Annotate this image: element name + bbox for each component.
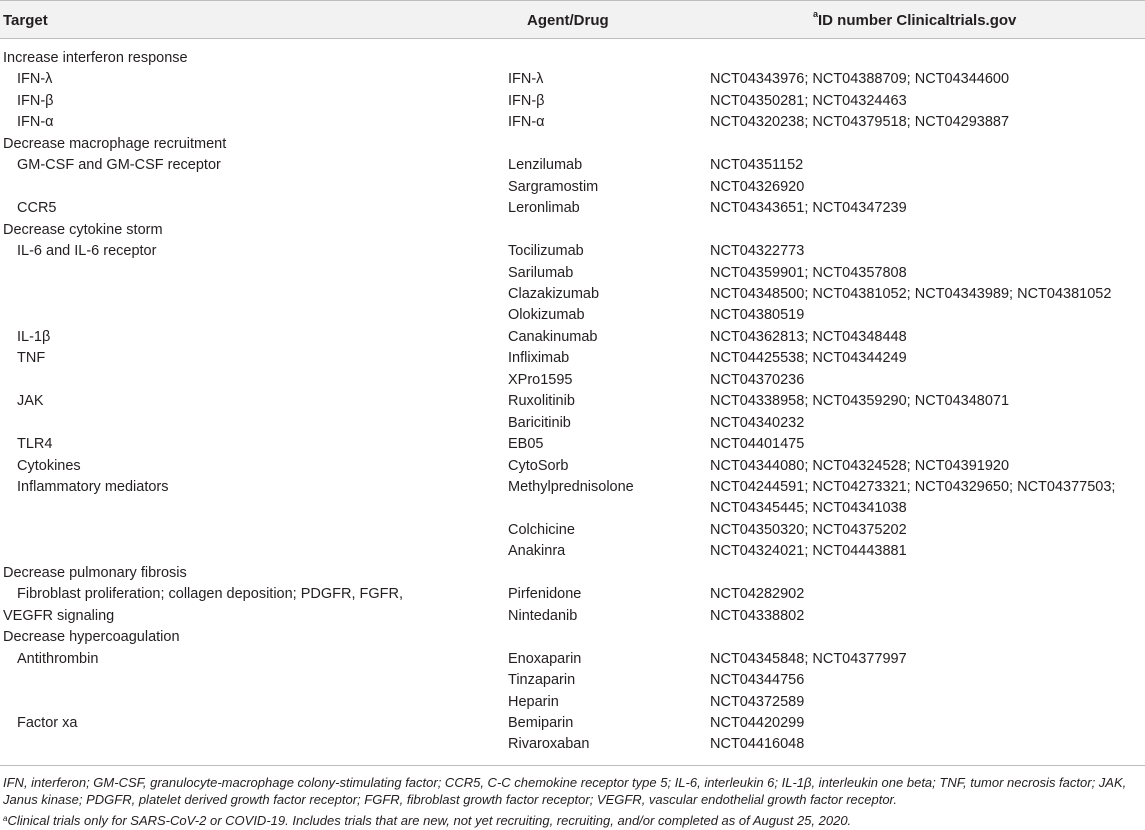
- cell-target: IFN-β: [17, 92, 54, 109]
- cell-trial-ids: NCT04344080; NCT04324528; NCT04391920: [710, 457, 1010, 474]
- cell-agent: Baricitinib: [508, 414, 571, 431]
- cell-trial-ids: NCT04425538; NCT04344249: [710, 350, 907, 367]
- table-row: [0, 284, 1145, 306]
- cell-trial-ids: NCT04344756: [710, 672, 805, 689]
- cell-target: Antithrombin: [17, 650, 99, 667]
- cell-trial-ids: NCT04326920: [710, 178, 805, 195]
- table-row: [0, 477, 1145, 499]
- table-row: [0, 348, 1145, 370]
- cell-agent: Colchicine: [508, 521, 575, 538]
- cell-target: GM-CSF and GM-CSF receptor: [17, 157, 221, 174]
- table-row: [0, 734, 1145, 756]
- cell-agent: IFN-α: [508, 114, 545, 131]
- cell-trial-ids: NCT04282902: [710, 586, 805, 603]
- cell-agent: IFN-β: [508, 92, 545, 109]
- cell-target: VEGFR signaling: [3, 607, 115, 624]
- cell-target: TNF: [17, 350, 46, 367]
- cell-trial-ids: NCT04343651; NCT04347239: [710, 200, 907, 217]
- table-row: [0, 112, 1145, 134]
- cell-trial-ids: NCT04338802: [710, 607, 805, 624]
- header-target: Target: [3, 12, 48, 29]
- table-row: [0, 584, 1145, 606]
- cell-trial-ids: NCT04359901; NCT04357808: [710, 264, 907, 281]
- footnote-a-mark: a: [3, 814, 8, 823]
- cell-trial-ids: NCT04351152: [710, 157, 804, 174]
- cell-target: Increase interferon response: [3, 50, 188, 66]
- table-row: [0, 563, 1145, 585]
- cell-agent: Enoxaparin: [508, 650, 582, 667]
- cell-agent: Anakinra: [508, 543, 566, 560]
- header-id: [813, 9, 1017, 29]
- table-row: [0, 456, 1145, 478]
- table-row: [0, 220, 1145, 242]
- cell-agent: Sarilumab: [508, 264, 574, 281]
- cell-target: Decrease hypercoagulation: [3, 629, 180, 646]
- table-row: [0, 327, 1145, 349]
- cell-trial-ids: NCT04401475: [710, 436, 805, 453]
- cell-trial-ids: NCT04372589: [710, 693, 805, 710]
- table-bottom-rule: [0, 765, 1145, 766]
- table-row: [0, 155, 1145, 177]
- cell-trial-ids: NCT04350281; NCT04324463: [710, 92, 907, 109]
- table-row: [0, 48, 1145, 70]
- table-row: [0, 370, 1145, 392]
- cell-agent: Leronlimab: [508, 200, 580, 217]
- header-agent: Agent/Drug: [527, 12, 609, 29]
- cell-agent: Sargramostim: [508, 178, 599, 195]
- table-header: [0, 0, 1145, 39]
- cell-agent: Tinzaparin: [508, 672, 576, 689]
- cell-agent: Clazakizumab: [508, 285, 600, 302]
- cell-target: IFN-λ: [17, 71, 53, 88]
- cell-trial-ids: NCT04345445; NCT04341038: [710, 500, 907, 517]
- cell-target: Decrease cytokine storm: [3, 221, 163, 238]
- cell-trial-ids: NCT04340232: [710, 414, 805, 431]
- cell-agent: IFN-λ: [508, 71, 544, 88]
- cell-agent: Ruxolitinib: [508, 393, 575, 410]
- table-row: [0, 391, 1145, 413]
- cell-agent: Pirfenidone: [508, 586, 582, 603]
- table-row: [0, 305, 1145, 327]
- cell-agent: Bemiparin: [508, 714, 574, 731]
- cell-agent: Canakinumab: [508, 328, 598, 345]
- cell-target: IFN-α: [17, 114, 54, 131]
- cell-target: JAK: [17, 393, 44, 410]
- cell-agent: CytoSorb: [508, 457, 569, 474]
- table-row: [0, 606, 1145, 628]
- cell-agent: Heparin: [508, 693, 559, 710]
- cell-trial-ids: NCT04322773: [710, 243, 805, 260]
- cell-agent: EB05: [508, 436, 544, 453]
- cell-target: CCR5: [17, 200, 57, 217]
- cell-trial-ids: NCT04348500; NCT04381052; NCT04343989; NCT04381052: [710, 285, 1112, 302]
- table-row: [0, 627, 1145, 649]
- table-row: [0, 649, 1145, 671]
- cell-trial-ids: NCT04420299: [710, 714, 805, 731]
- footnote-a: [3, 812, 1141, 829]
- cell-target: Inflammatory mediators: [17, 479, 169, 495]
- cell-agent: Rivaroxaban: [508, 736, 590, 753]
- cell-target: IL-6 and IL-6 receptor: [17, 243, 157, 260]
- table-row: [0, 241, 1145, 263]
- footnote-abbreviations: IFN, interferon; GM-CSF, granulocyte-macrophage colony-stimulating factor; CCR5, C-C chemokine receptor type 5; IL-6, interleukin 6; IL-1β, interleukin one beta; TNF, tumor necrosis factor; JAK, Janus kinase; PDGFR, platelet derived growth factor receptor; FGFR, fibroblast growth factor receptor; VEGFR, vascular endothelial growth factor receptor.: [3, 775, 1127, 807]
- cell-trial-ids: NCT04370236: [710, 371, 805, 388]
- cell-target: Cytokines: [17, 457, 81, 474]
- table-row: [0, 134, 1145, 156]
- cell-trial-ids: NCT04324021; NCT04443881: [710, 543, 907, 560]
- table-row: [0, 177, 1145, 199]
- footnote-a-text: Clinical trials only for SARS-CoV-2 or COVID-19. Includes trials that are new, not yet recruiting, recruiting, and/or completed as of August 25, 2020.: [7, 813, 852, 828]
- cell-target: Decrease pulmonary fibrosis: [3, 564, 187, 581]
- cell-agent: Methylprednisolone: [508, 479, 634, 495]
- table-row: [0, 713, 1145, 735]
- table-row: [0, 263, 1145, 285]
- cell-agent: XPro1595: [508, 371, 573, 388]
- cell-agent: Tocilizumab: [508, 243, 584, 260]
- table-row: [0, 520, 1145, 542]
- cell-trial-ids: NCT04416048: [710, 736, 805, 753]
- cell-trial-ids: NCT04350320; NCT04375202: [710, 521, 907, 538]
- cell-agent: Lenzilumab: [508, 157, 583, 174]
- cell-trial-ids: NCT04343976; NCT04388709; NCT04344600: [710, 71, 1010, 88]
- cell-agent: Olokizumab: [508, 307, 585, 324]
- table-row: [0, 91, 1145, 113]
- cell-target: TLR4: [17, 436, 53, 453]
- cell-trial-ids: NCT04380519: [710, 307, 805, 324]
- table-row: [0, 434, 1145, 456]
- cell-trial-ids: NCT04320238; NCT04379518; NCT04293887: [710, 114, 1010, 131]
- cell-trial-ids: NCT04345848; NCT04377997: [710, 650, 907, 667]
- cell-agent: Infliximab: [508, 350, 570, 367]
- table-row: [0, 541, 1145, 563]
- cell-target: Factor xa: [17, 714, 78, 731]
- header-id-label: ID number Clinicaltrials.gov: [818, 12, 1017, 29]
- cell-target: Fibroblast proliferation; collagen deposition; PDGFR, FGFR,: [17, 586, 404, 603]
- cell-trial-ids: NCT04244591; NCT04273321; NCT04329650; NCT04377503;: [710, 479, 1116, 495]
- cell-trial-ids: NCT04338958; NCT04359290; NCT04348071: [710, 393, 1010, 410]
- table-row: [0, 413, 1145, 435]
- cell-trial-ids: NCT04362813; NCT04348448: [710, 328, 907, 345]
- table-row: [0, 670, 1145, 692]
- cell-target: Decrease macrophage recruitment: [3, 135, 227, 152]
- header-id-footnote-mark: a: [813, 9, 819, 19]
- table-row: [0, 498, 1145, 520]
- table-row: [0, 198, 1145, 220]
- cell-agent: Nintedanib: [508, 607, 578, 624]
- table-row: [0, 69, 1145, 91]
- cell-target: IL-1β: [17, 328, 51, 345]
- table-row: [0, 692, 1145, 714]
